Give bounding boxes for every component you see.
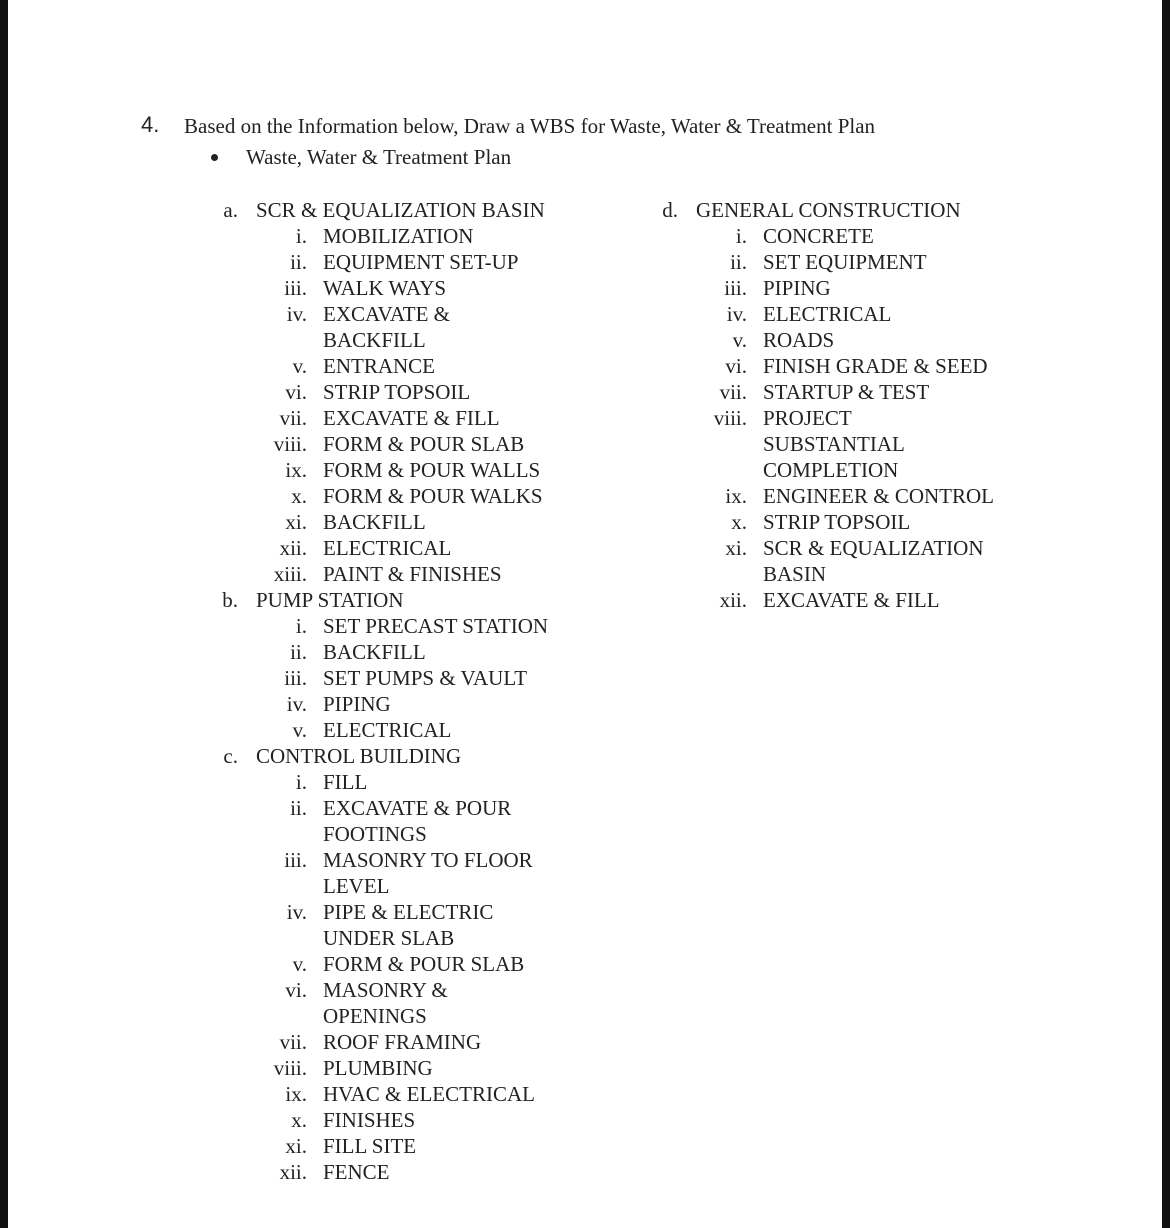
item-text: FENCE	[323, 1160, 390, 1184]
item-number: i.	[295, 224, 307, 248]
item-text: MOBILIZATION	[323, 224, 474, 248]
list-item	[640, 275, 994, 301]
item-number: vii.	[279, 406, 307, 430]
item-text: MASONRY TO FLOOR	[323, 848, 533, 872]
list-item	[200, 509, 548, 535]
item-number: v.	[292, 718, 307, 742]
section-title: SCR & EQUALIZATION BASIN	[256, 198, 545, 222]
list-item	[200, 405, 548, 431]
section-title: CONTROL BUILDING	[256, 744, 462, 768]
item-text: EXCAVATE &	[323, 302, 450, 326]
list-item	[200, 535, 548, 561]
item-text: PAINT & FINISHES	[323, 562, 502, 586]
item-number: ii.	[730, 250, 747, 274]
section-letter: d.	[662, 198, 678, 222]
list-item	[200, 769, 548, 795]
item-number: i.	[295, 770, 307, 794]
list-item	[200, 717, 548, 743]
item-text: FINISHES	[323, 1108, 416, 1132]
item-number: vii.	[719, 380, 747, 404]
list-item	[200, 1029, 548, 1055]
section-title: GENERAL CONSTRUCTION	[696, 198, 961, 222]
bullet-icon	[211, 154, 218, 161]
item-number: ix.	[725, 484, 747, 508]
item-text-continued: FOOTINGS	[323, 822, 427, 846]
item-text: ELECTRICAL	[323, 718, 452, 742]
item-number: x.	[291, 484, 307, 508]
item-number: iii.	[284, 848, 307, 872]
item-text: PIPING	[323, 692, 391, 716]
item-text: PIPE & ELECTRIC	[323, 900, 494, 924]
item-number: xii.	[279, 536, 307, 560]
item-text: FORM & POUR WALKS	[323, 484, 543, 508]
item-number: xi.	[285, 1134, 307, 1158]
item-text: SCR & EQUALIZATION	[763, 536, 984, 560]
item-text: STRIP TOPSOIL	[323, 380, 471, 404]
list-item	[640, 535, 994, 587]
item-number: xi.	[725, 536, 747, 560]
list-item	[200, 1107, 548, 1133]
list-item	[200, 639, 548, 665]
list-item	[200, 457, 548, 483]
question-text: Based on the Information below, Draw a WBS for Waste, Water & Treatment Plan	[184, 114, 876, 138]
item-number: x.	[731, 510, 747, 534]
item-text: SET EQUIPMENT	[763, 250, 927, 274]
item-text: SET PUMPS & VAULT	[323, 666, 528, 690]
item-number: v.	[292, 354, 307, 378]
section-letter: a.	[223, 198, 238, 222]
item-text: ROADS	[763, 328, 835, 352]
item-text-continued: UNDER SLAB	[323, 926, 455, 950]
section-c-heading	[200, 743, 548, 769]
item-text: FORM & POUR SLAB	[323, 952, 525, 976]
list-item	[640, 301, 994, 327]
item-number: ii.	[290, 640, 307, 664]
item-text: ELECTRICAL	[763, 302, 892, 326]
list-item	[200, 847, 548, 899]
item-number: xi.	[285, 510, 307, 534]
item-number: vi.	[285, 978, 307, 1002]
item-text-continued: SUBSTANTIAL	[763, 432, 905, 456]
section-title: PUMP STATION	[256, 588, 404, 612]
item-text: MASONRY &	[323, 978, 448, 1002]
item-number: xii.	[719, 588, 747, 612]
list-item	[200, 561, 548, 587]
item-number: viii.	[713, 406, 747, 430]
list-item	[640, 223, 994, 249]
item-text: PROJECT	[763, 406, 852, 430]
item-number: viii.	[273, 432, 307, 456]
item-text: STARTUP & TEST	[763, 380, 930, 404]
item-number: xii.	[279, 1160, 307, 1184]
list-item	[200, 249, 548, 275]
item-text: FORM & POUR WALLS	[323, 458, 541, 482]
question-number: 4.	[141, 112, 160, 137]
item-text: CONCRETE	[763, 224, 874, 248]
list-item	[200, 665, 548, 691]
item-text: STRIP TOPSOIL	[763, 510, 911, 534]
list-item	[200, 1133, 548, 1159]
item-number: ix.	[285, 458, 307, 482]
item-number: xiii.	[273, 562, 307, 586]
list-item	[640, 353, 994, 379]
wbs-column-left	[200, 197, 548, 1185]
item-text-continued: COMPLETION	[763, 458, 899, 482]
item-number: iv.	[726, 302, 747, 326]
list-item	[640, 587, 994, 613]
item-text: ROOF FRAMING	[323, 1030, 482, 1054]
section-letter: c.	[223, 744, 238, 768]
item-number: iii.	[284, 666, 307, 690]
item-text: EQUIPMENT SET-UP	[323, 250, 519, 274]
section-letter: b.	[222, 588, 238, 612]
item-text: ENGINEER & CONTROL	[763, 484, 994, 508]
item-number: v.	[732, 328, 747, 352]
item-number: iv.	[286, 692, 307, 716]
item-text: BACKFILL	[323, 510, 426, 534]
list-item	[640, 327, 994, 353]
item-text-continued: OPENINGS	[323, 1004, 427, 1028]
item-text: PIPING	[763, 276, 831, 300]
item-number: iv.	[286, 900, 307, 924]
item-text: EXCAVATE & FILL	[323, 406, 500, 430]
section-d-heading	[640, 197, 994, 223]
item-text: FILL SITE	[323, 1134, 417, 1158]
item-text: ENTRANCE	[323, 354, 435, 378]
list-item	[640, 483, 994, 509]
item-text-continued: BASIN	[763, 562, 827, 586]
page-edge-left	[0, 0, 8, 1228]
item-number: iv.	[286, 302, 307, 326]
item-number: ii.	[290, 250, 307, 274]
list-item	[200, 691, 548, 717]
list-item	[200, 223, 548, 249]
item-text: FILL	[323, 770, 368, 794]
item-text: BACKFILL	[323, 640, 426, 664]
item-text: FINISH GRADE & SEED	[763, 354, 988, 378]
item-text: FORM & POUR SLAB	[323, 432, 525, 456]
item-text: PLUMBING	[323, 1056, 433, 1080]
list-item	[200, 1055, 548, 1081]
list-item	[640, 405, 994, 483]
list-item	[200, 483, 548, 509]
item-number: v.	[292, 952, 307, 976]
wbs-column-right	[640, 197, 994, 613]
item-number: ii.	[290, 796, 307, 820]
item-number: ix.	[285, 1082, 307, 1106]
item-text: ELECTRICAL	[323, 536, 452, 560]
page-edge-right	[1162, 0, 1170, 1228]
list-item	[200, 977, 548, 1029]
item-number: iii.	[284, 276, 307, 300]
list-item	[200, 353, 548, 379]
list-item	[640, 379, 994, 405]
item-number: viii.	[273, 1056, 307, 1080]
item-text: SET PRECAST STATION	[323, 614, 549, 638]
item-text: EXCAVATE & POUR	[323, 796, 512, 820]
list-item	[640, 249, 994, 275]
item-number: iii.	[724, 276, 747, 300]
section-b-heading	[200, 587, 548, 613]
list-item	[640, 509, 994, 535]
section-a-heading	[200, 197, 548, 223]
item-text: WALK WAYS	[323, 276, 447, 300]
list-item	[200, 379, 548, 405]
item-number: x.	[291, 1108, 307, 1132]
bullet-text: Waste, Water & Treatment Plan	[246, 145, 512, 169]
list-item	[200, 275, 548, 301]
item-number: vi.	[725, 354, 747, 378]
item-number: vii.	[279, 1030, 307, 1054]
item-text: HVAC & ELECTRICAL	[323, 1082, 535, 1106]
list-item	[200, 1159, 548, 1185]
item-number: vi.	[285, 380, 307, 404]
list-item	[200, 899, 548, 951]
list-item	[200, 613, 548, 639]
list-item	[200, 795, 548, 847]
list-item	[200, 951, 548, 977]
item-number: i.	[295, 614, 307, 638]
list-item	[200, 431, 548, 457]
item-text-continued: BACKFILL	[323, 328, 426, 352]
list-item	[200, 301, 548, 353]
item-text: EXCAVATE & FILL	[763, 588, 940, 612]
list-item	[200, 1081, 548, 1107]
item-text-continued: LEVEL	[323, 874, 390, 898]
item-number: i.	[735, 224, 747, 248]
